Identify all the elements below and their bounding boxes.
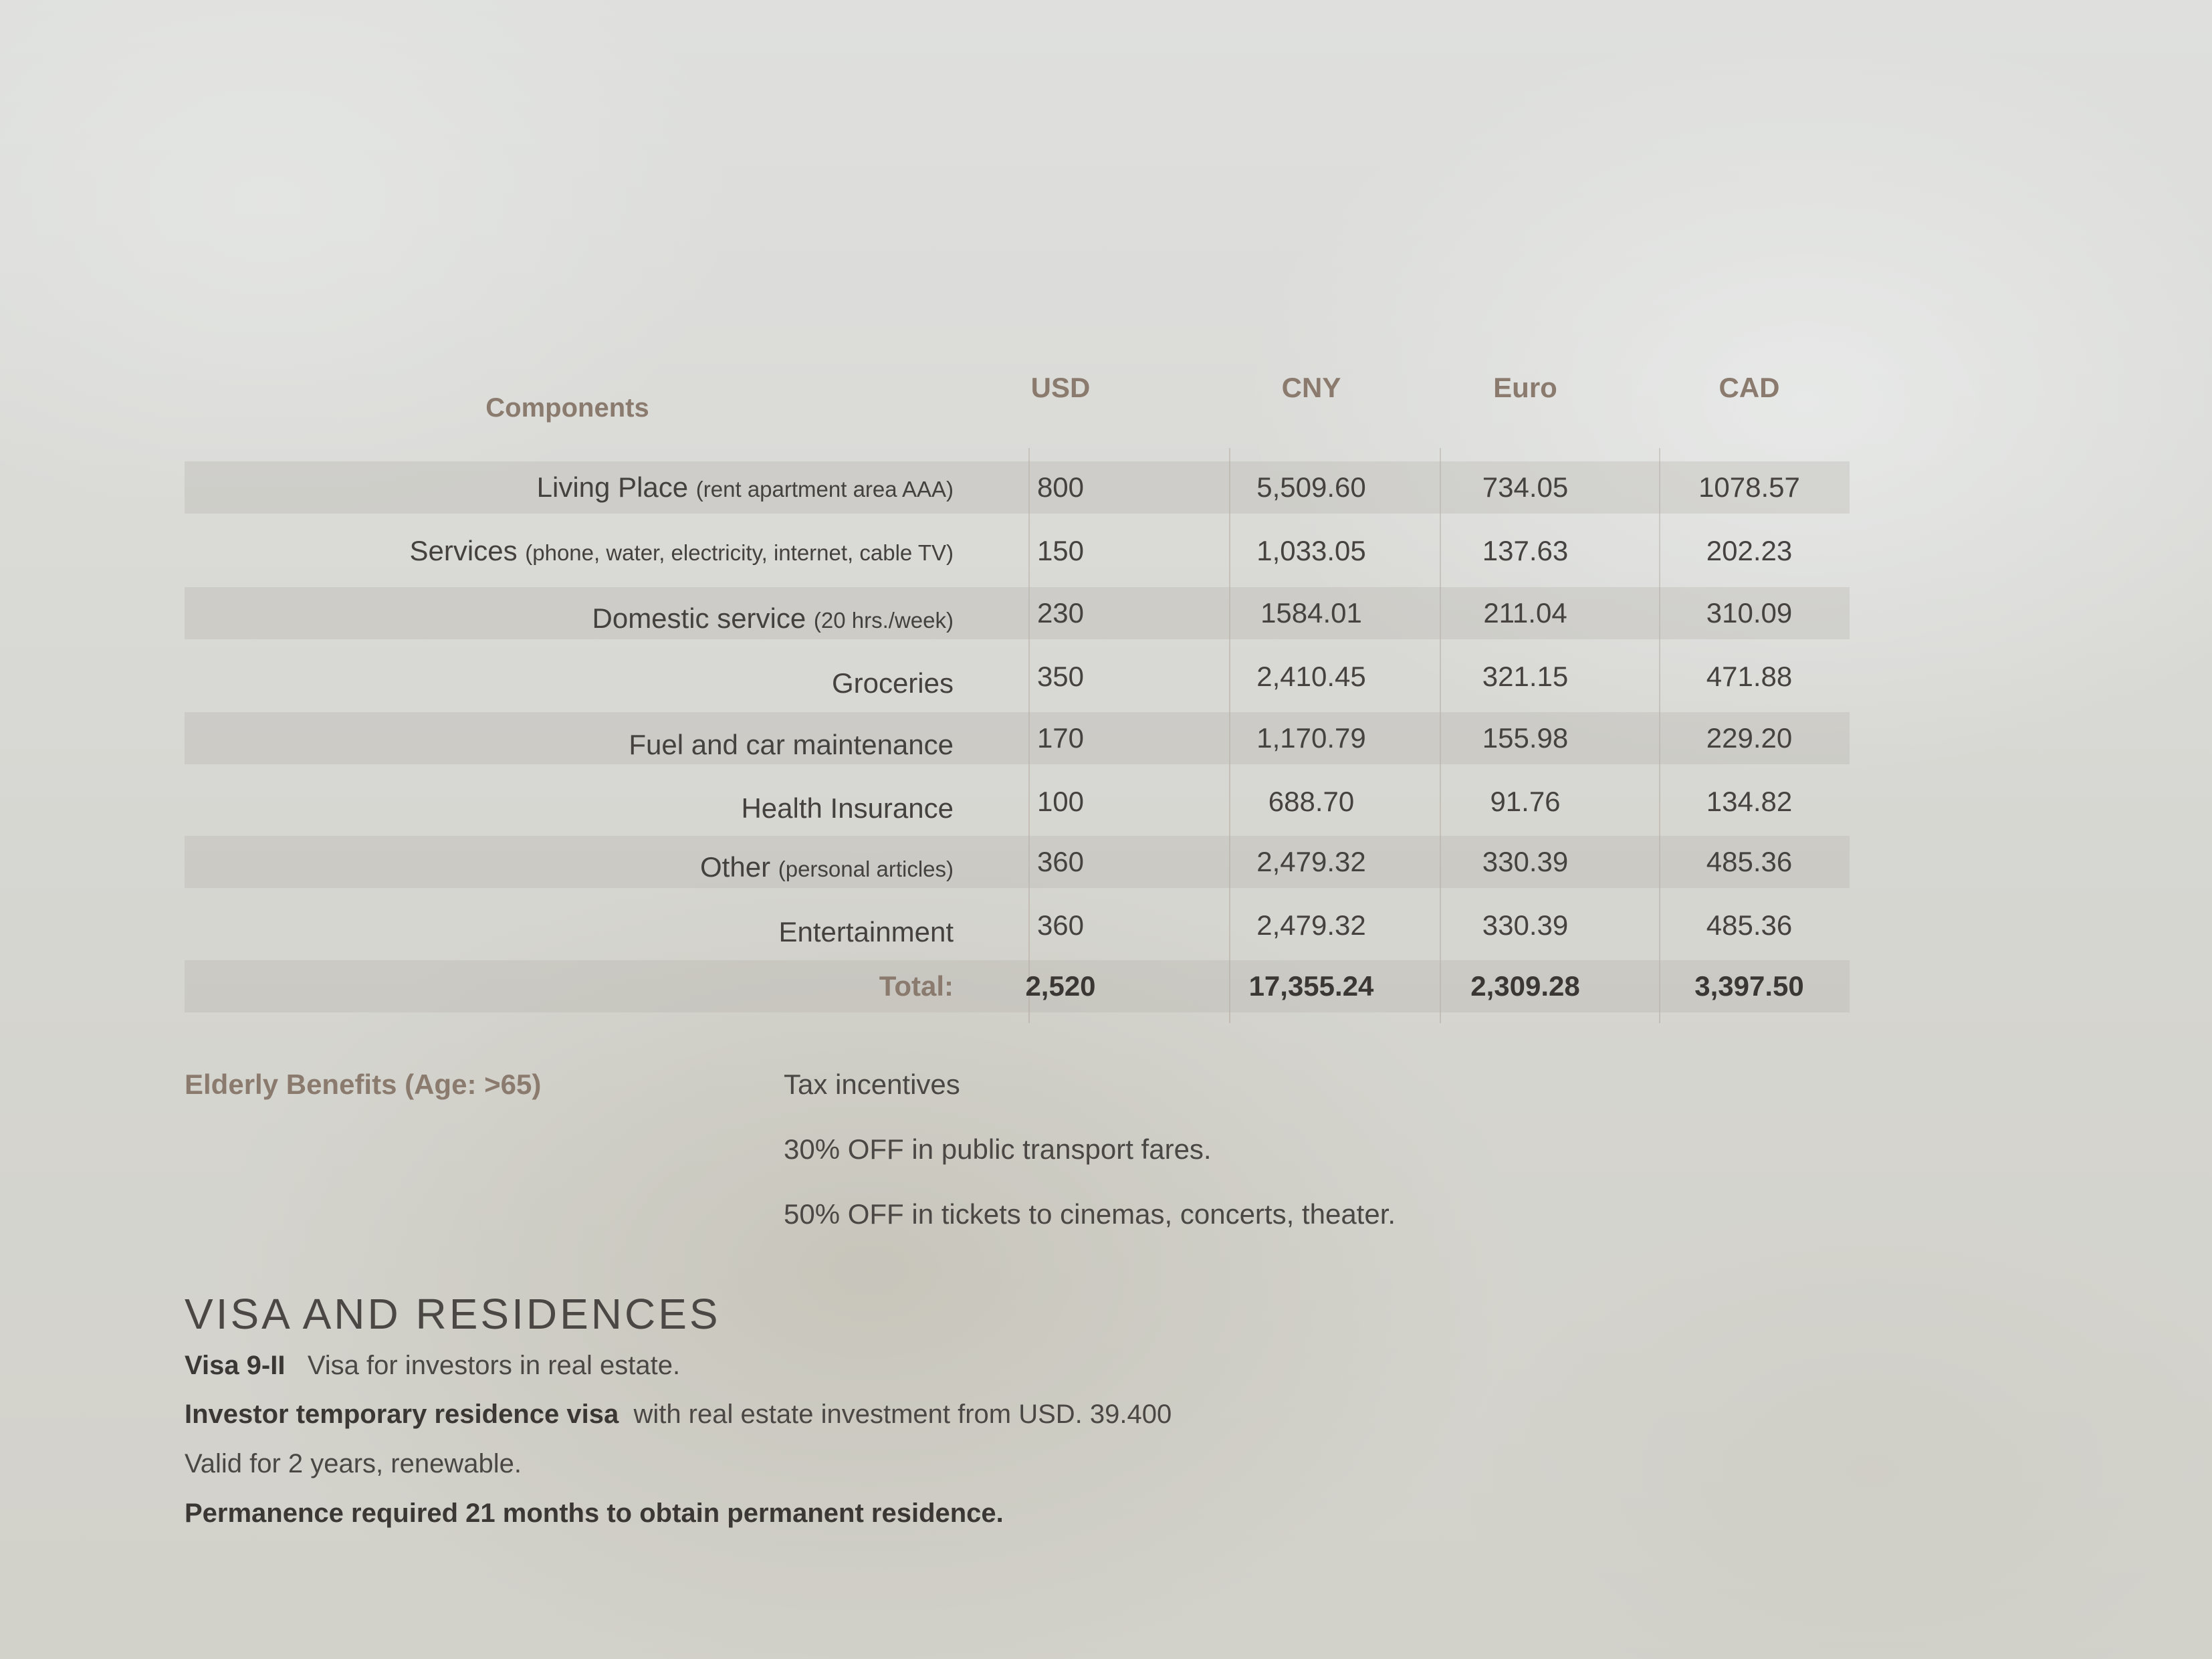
visa-section-title: VISA AND RESIDENCES xyxy=(185,1290,721,1338)
cad-value: 229.20 xyxy=(1706,722,1793,754)
elderly-benefits-title: Elderly Benefits (Age: >65) xyxy=(185,1069,542,1100)
column-header-usd: USD xyxy=(1030,372,1091,403)
cost-table xyxy=(185,354,1850,1016)
euro-value: 137.63 xyxy=(1482,535,1569,566)
cny-value: 1,170.79 xyxy=(1256,722,1366,754)
euro-value: 321.15 xyxy=(1482,661,1569,692)
usd-value: 100 xyxy=(1036,786,1085,817)
column-header-cny: CNY xyxy=(1281,372,1341,403)
benefit-item: Tax incentives xyxy=(784,1069,960,1100)
visa-description: with real estate investment from USD. 39.400 xyxy=(633,1400,1172,1429)
row-label: Other (personal articles) xyxy=(700,851,954,883)
row-label: Entertainment xyxy=(778,916,954,948)
cny-value: 688.70 xyxy=(1268,786,1355,817)
usd-value: 800 xyxy=(1036,471,1085,503)
euro-value: 330.39 xyxy=(1482,846,1569,877)
row-label: Groceries xyxy=(831,667,954,699)
table-row xyxy=(185,651,1850,703)
visa-permanence-note: Permanence required 21 months to obtain permanent residence. xyxy=(185,1499,1004,1528)
euro-value: 155.98 xyxy=(1482,722,1569,754)
cad-value: 485.36 xyxy=(1706,909,1793,941)
cny-value: 2,410.45 xyxy=(1256,661,1366,692)
cad-value: 471.88 xyxy=(1706,661,1793,692)
table-row xyxy=(185,899,1850,952)
usd-value: 350 xyxy=(1036,661,1085,692)
visa-type: Visa 9-II xyxy=(185,1351,286,1380)
benefit-item: 30% OFF in public transport fares. xyxy=(784,1133,1212,1165)
cad-value: 310.09 xyxy=(1706,597,1793,629)
table-row xyxy=(185,836,1850,888)
visa-description: Visa for investors in real estate. xyxy=(307,1351,681,1380)
table-row xyxy=(185,712,1850,764)
visa-validity: Valid for 2 years, renewable. xyxy=(185,1449,522,1478)
cny-value: 2,479.32 xyxy=(1256,846,1366,877)
cny-value: 1584.01 xyxy=(1260,597,1362,629)
euro-value: 330.39 xyxy=(1482,909,1569,941)
euro-value: 91.76 xyxy=(1490,786,1561,817)
cad-value: 134.82 xyxy=(1706,786,1793,817)
usd-value: 360 xyxy=(1036,909,1085,941)
benefit-item: 50% OFF in tickets to cinemas, concerts, theater. xyxy=(784,1198,1396,1230)
cny-total: 17,355.24 xyxy=(1248,970,1374,1002)
table-row xyxy=(185,525,1850,577)
table-row xyxy=(185,587,1850,639)
cad-value: 1078.57 xyxy=(1698,471,1800,503)
row-label: Living Place (rent apartment area AAA) xyxy=(536,471,954,503)
column-header-euro: Euro xyxy=(1493,372,1557,403)
row-label: Health Insurance xyxy=(741,792,954,824)
total-row xyxy=(185,960,1850,1012)
euro-value: 734.05 xyxy=(1482,471,1569,503)
visa-type: Investor temporary residence visa xyxy=(185,1400,619,1429)
usd-value: 360 xyxy=(1036,846,1085,877)
cad-value: 485.36 xyxy=(1706,846,1793,877)
total-label: Total: xyxy=(879,970,954,1002)
cad-value: 202.23 xyxy=(1706,535,1793,566)
cny-value: 2,479.32 xyxy=(1256,909,1366,941)
table-row xyxy=(185,461,1850,514)
cny-value: 1,033.05 xyxy=(1256,535,1366,566)
usd-value: 170 xyxy=(1036,722,1085,754)
cny-value: 5,509.60 xyxy=(1256,471,1366,503)
usd-total: 2,520 xyxy=(1025,970,1096,1002)
euro-value: 211.04 xyxy=(1483,597,1567,629)
cad-total: 3,397.50 xyxy=(1694,970,1804,1002)
visa-line xyxy=(185,1351,680,1381)
row-label: Domestic service (20 hrs./week) xyxy=(592,602,954,634)
table-row xyxy=(185,776,1850,828)
row-label: Fuel and car maintenance xyxy=(629,729,954,760)
usd-value: 150 xyxy=(1036,535,1085,566)
euro-total: 2,309.28 xyxy=(1470,970,1580,1002)
usd-value: 230 xyxy=(1036,597,1085,629)
column-header-cad: CAD xyxy=(1719,372,1780,403)
components-header: Components xyxy=(485,393,649,423)
visa-line xyxy=(185,1400,1172,1430)
row-label: Services (phone, water, electricity, internet, cable TV) xyxy=(409,535,954,566)
